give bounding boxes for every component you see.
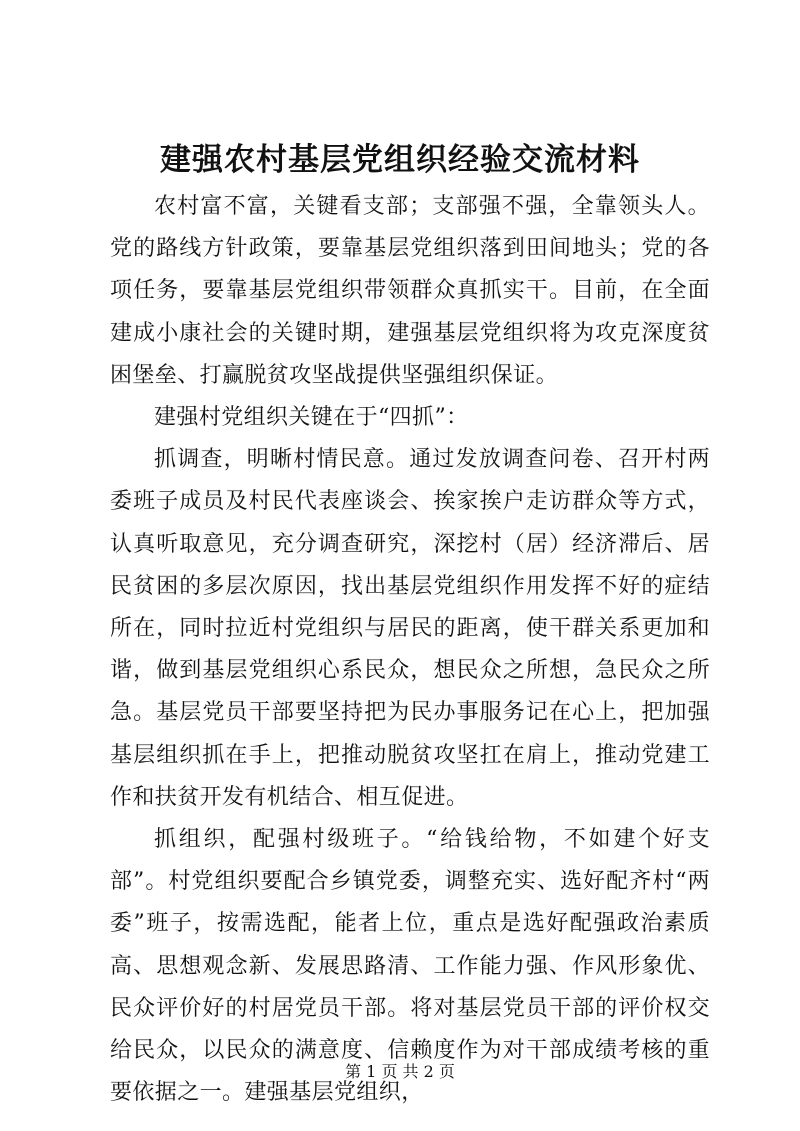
paragraph-four-points: 建强村党组织关键在于“四抓”： xyxy=(154,405,469,431)
document-body xyxy=(110,186,710,1114)
document-title: 建强农村基层党组织经验交流材料 xyxy=(160,142,640,178)
page-footer: 第 1 页 共 2 页 xyxy=(345,1062,455,1081)
paragraph-organization: 抓组织，配强村级班子。“给钱给物，不如建个好支部”。村党组织要配合乡镇党委，调整充实、选好配齐村“两委”班子，按需选配，能者上位，重点是选好配强政治素质高、思想观念新、发展思路清、工作能力强、作风形象优、民众评价好的村居党员干部。将对基层党员干部的评价权交给民众，以民众的满意度、信赖度作为对干部成绩考核的重要依据之一。建强基层党组织， xyxy=(110,827,710,1106)
paragraph-investigation: 抓调查，明晰村情民意。通过发放调查问卷、召开村两委班子成员及村民代表座谈会、挨家挨户走访群众等方式，认真听取意见，充分调查研究，深挖村（居）经济滞后、居民贫困的多层次原因，找出基层党组织作用发挥不好的症结所在，同时拉近村党组织与居民的距离，使干群关系更加和谐，做到基层党组织心系民众，想民众之所想，急民众之所急。基层党员干部要坚持把为民办事服务记在心上，把加强基层组织抓在手上，把推动脱贫攻坚扛在肩上，推动党建工作和扶贫开发有机结合、相互促进。 xyxy=(110,447,710,810)
paragraph-intro: 农村富不富，关键看支部；支部强不强，全靠领头人。党的路线方针政策，要靠基层党组织落到田间地头；党的各项任务，要靠基层党组织带领群众真抓实干。目前，在全面建成小康社会的关键时期，建强基层党组织将为攻克深度贫困堡垒、打赢脱贫攻坚战提供坚强组织保证。 xyxy=(110,194,710,388)
